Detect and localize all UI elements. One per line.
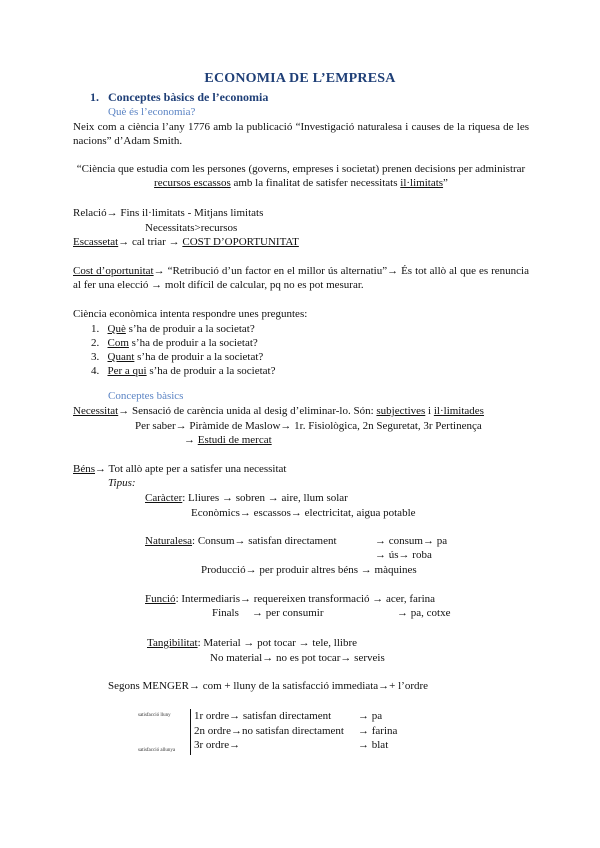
page-title: ECONOMIA DE L’EMPRESA [204, 71, 396, 86]
function-intermediate: : Intermediaris→ requereixen transformació → acer, farina [175, 593, 436, 605]
character-line-1 [145, 492, 348, 505]
list-item [91, 351, 263, 364]
section-heading-text: Conceptes bàsics de l’economia [108, 90, 269, 104]
nature-line-1 [145, 535, 337, 548]
goods-text: → Tot allò apte per a satisfer una necessitat [95, 463, 287, 475]
order-3: 3r ordre→ [194, 739, 241, 751]
order-1-example: → pa [358, 710, 383, 722]
opportunity-cost-term: COST D’OPORTUNITAT [182, 236, 299, 248]
question-keyword: Què [107, 323, 126, 335]
question-text: s’ha de produir a la societat? [146, 365, 276, 377]
function-label: Funció [145, 593, 176, 605]
list-number: 4. [91, 365, 100, 377]
opportunity-cost-paragraph [73, 264, 529, 292]
order-1: 1r ordre→ satisfan directament [194, 710, 332, 722]
list-item [91, 337, 258, 350]
types-label: Tipus: [108, 477, 136, 489]
questions-intro: Ciència econòmica intenta respondre unes preguntes: [73, 308, 308, 320]
maslow-line: Per saber→ Piràmide de Maslow→ 1r. Fisiològica, 2n Seguretat, 3r Pertinença [135, 420, 482, 432]
goods-definition [73, 463, 286, 476]
satisfaction-near-label: satisfacció lluny [138, 713, 171, 718]
goods-label: Béns [73, 463, 95, 475]
need-label: Necessitat [73, 405, 119, 417]
nature-consumption-example: → consum→ pa [375, 535, 448, 547]
menger-line: Segons MENGER→ com + lluny de la satisfacció immediata→+ l’ordre [108, 680, 429, 692]
tangibility-line-2: No material→ no es pot tocar→ serveis [210, 652, 385, 664]
definition-quote [73, 162, 529, 190]
character-free: : Lliures → sobren → aire, llum solar [182, 492, 348, 504]
need-text: → Sensació de carència unida al desig d’eliminar-lo. Són: [118, 405, 377, 417]
nature-consumption: : Consum→ satisfan directament [192, 535, 337, 547]
satisfaction-far-label: satisfacció allunya [138, 748, 176, 753]
list-number: 2. [91, 337, 100, 349]
need-subjective: subjectives [376, 405, 426, 417]
list-item [91, 323, 255, 336]
order-2-example: → farina [358, 725, 398, 737]
need-definition [73, 405, 484, 418]
tangibility-material: : Material → pot tocar → tele, llibre [197, 637, 358, 649]
intro-paragraph: Neix com a ciència l’any 1776 amb la publicació “Investigació naturalesa i causes de la riquesa de les nacions” d’Adam Smith. [73, 121, 529, 147]
section-number: 1. [90, 90, 99, 104]
quote-text-3: ” [443, 177, 448, 189]
function-final-text: → per consumir [252, 607, 324, 619]
market-study-term: Estudi de mercat [197, 434, 272, 446]
tangibility-label: Tangibilitat [147, 637, 198, 649]
subheading-what-is-economy: Què és l’economia? [108, 106, 196, 118]
function-final-example: → pa, cotxe [397, 607, 451, 619]
question-text: s’ha de produir a la societat? [128, 337, 258, 349]
subheading-basic-concepts: Conceptes bàsics [108, 390, 184, 402]
question-text: s’ha de produir a la societat? [125, 323, 255, 335]
market-study-arrow: → [184, 434, 198, 446]
nature-production: Producció→ per produir altres béns → màquines [201, 564, 417, 576]
question-text: s’ha de produir a la societat? [134, 351, 264, 363]
quote-text-2: amb la finalitat de satisfer necessitats [230, 177, 401, 189]
nature-use-example: → ús→ roba [375, 549, 432, 561]
section-heading [90, 90, 268, 105]
list-number: 3. [91, 351, 100, 363]
relation-line: Relació→ Fins il·limitats - Mitjans limitats [73, 207, 264, 219]
need-unlimited: il·limitades [433, 405, 484, 417]
character-line-2: Econòmics→ escassos→ electricitat, aigua potable [191, 507, 416, 519]
need-sep: i [425, 405, 434, 417]
function-line-1 [145, 593, 435, 606]
scarcity-label: Escassetat [73, 236, 119, 248]
question-keyword: Com [107, 337, 129, 349]
order-bracket-line [190, 709, 191, 755]
market-study-line [184, 434, 272, 447]
nature-label: Naturalesa [145, 535, 193, 547]
quote-underline-resources: recursos escassos [154, 177, 231, 189]
scarcity-arrow: → cal triar → [118, 236, 183, 248]
opportunity-cost-label: Cost d’oportunitat [73, 265, 154, 277]
order-2: 2n ordre→no satisfan directament [194, 725, 344, 737]
character-label: Caràcter [145, 492, 183, 504]
quote-underline-unlimited: il·limitats [400, 177, 444, 189]
quote-text-1: “Ciència que estudia com les persones (governs, empreses i societat) prenen decisions per administrar [76, 163, 526, 175]
question-keyword: Quant [107, 351, 135, 363]
order-3-example: → blat [358, 739, 389, 751]
function-final-label: Finals [212, 607, 239, 619]
list-item [91, 365, 276, 378]
question-keyword: Per a qui [107, 365, 147, 377]
opportunity-cost-text: → “Retribució d’un factor en el millor ús alternatiu”→ És tot allò al que es renuncia al fer una elecció → molt difícil de calcular, pq no es pot mesurar. [73, 265, 529, 291]
needs-resources-line: Necessitats>recursos [145, 222, 238, 234]
scarcity-line [73, 236, 299, 249]
tangibility-line-1 [147, 637, 357, 650]
list-number: 1. [91, 323, 100, 335]
